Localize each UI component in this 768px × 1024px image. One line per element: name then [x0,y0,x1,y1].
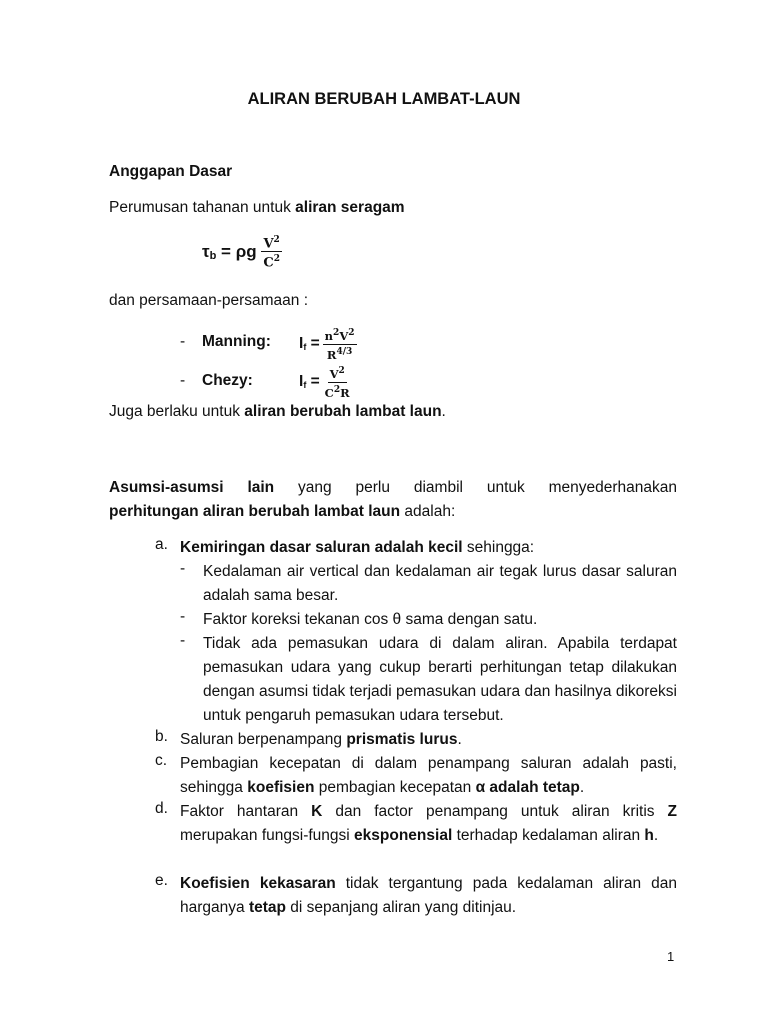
chezy-formula: I f = $\frac{V^2}{C^2R}$ [299,366,350,400]
page-number: 1 [667,949,675,964]
formula-shear-stress: τ $_b$ = ρg $\frac{V^2}{C^2}$ [202,235,280,271]
equations-intro: dan persamaan-persamaan : [109,292,309,309]
asumsi-line-1: Asumsi-asumsi lain yang perlu diambil untuk menyederhanakan [109,479,678,496]
manning-formula: I f = $\frac{n^2V^2}{R^{4/3}}$ [299,328,355,362]
asumsi-line-2: perhitungan aliran berubah lambat laun adalah: [109,503,456,520]
chezy-dash: - [180,372,186,389]
page-title: ALIRAN BERUBAH LAMBAT-LAUN [247,90,521,108]
chezy-label: Chezy: [202,372,253,389]
section-heading: Anggapan Dasar [109,163,233,180]
manning-dash: - [180,333,186,350]
juga-paragraph: Juga berlaku untuk aliran berubah lambat laun. [109,403,446,420]
intro-paragraph: Perumusan tahanan untuk aliran seragam [109,199,405,216]
manning-label: Manning: [202,333,271,350]
